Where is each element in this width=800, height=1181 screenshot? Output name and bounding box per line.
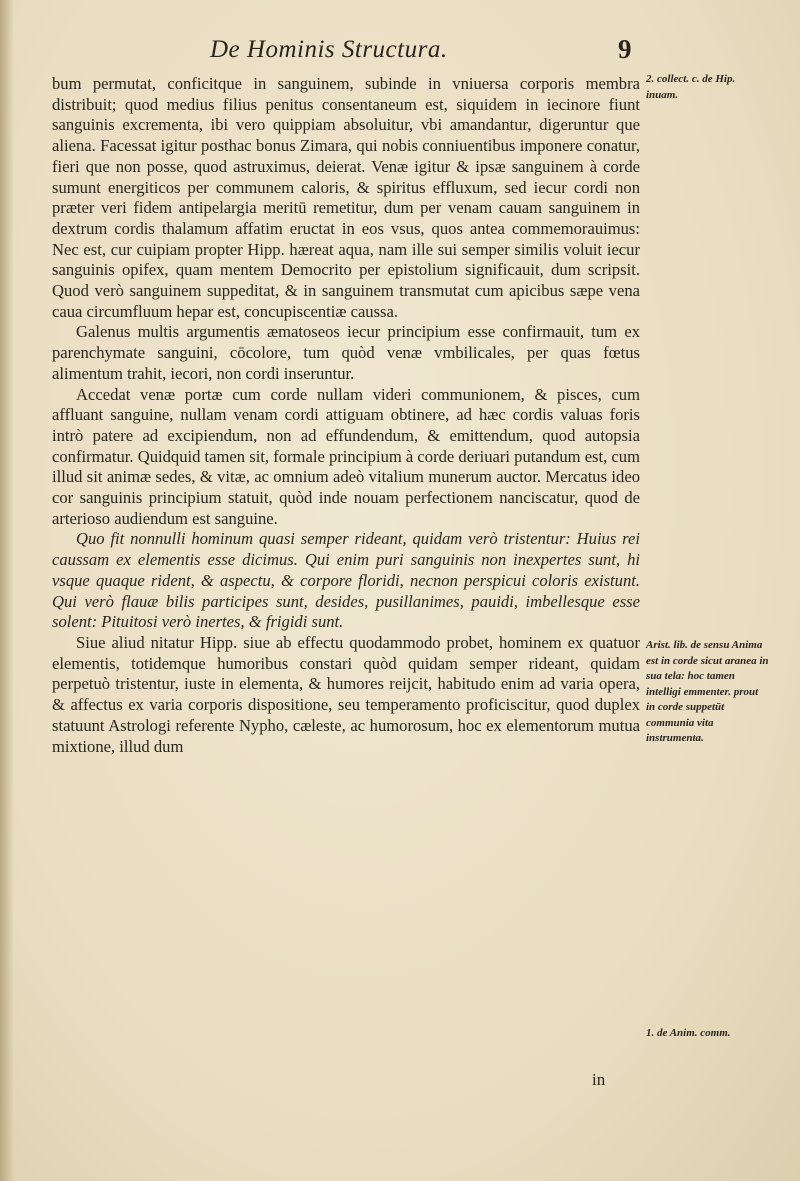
main-text-block (52, 74, 640, 757)
margin-note-2: Arist. lib. de sensu Anima est in corde sicut aranea in sua tela: hoc tamen intelligi emmenter. prout in corde suppetūt communia vita instrumenta. (646, 639, 769, 744)
paragraph-4-italic: Quo fit nonnulli hominum quasi semper rideant, quidam verò tristentur: Huius rei caussam ex elementis esse dicimus. Qui enim puri sanguinis non inexpertes sunt, hi vsque quaque rident, & aspectu, & corpore floridi, necnon perspicui coloris existunt. Qui verò flauæ bilis participes sunt, desides, pusillanimes, pauidi, imbellesque esse solent: Pituitosi verò inertes, & frigidi sunt. (52, 529, 640, 632)
page-number: 9 (618, 34, 632, 64)
running-title: De Hominis Structura. (210, 36, 448, 63)
page-header (210, 36, 630, 70)
paragraph-1: bum permutat, conficitque in sanguinem, subinde in vniuersa corporis membra distribuit; quod medius filius penitus consentaneum est, siquidem in iecinore fiunt sanguinis excrementa, ibi vero quippiam absoluitur, vbi amandantur, digeruntur que aliena. Facessat igitur posthac bonus Zimara, qui nobis conniuentibus imponere conatur, fieri que non posse, quod astruximus, deierat. Venæ igitur & ipsæ sanguinem à corde sumunt energiticos per communem caloris, & spiritus effluxum, sed iecur cordi non præter veri fidem antipelargia meritū remetitur, dum per venam cauam sanguinem in dextrum cordis thalamum affatim eructat in eos vsus, quos antea commemorauimus: Nec est, cur cuipiam propter Hipp. hæreat aqua, nam ille sui semper similis voluit iecur sanguinis opifex, quam mentem Democrito per epistolium significauit, dum scripsit. Quod verò sanguinem suppeditat, & in sanguinem transmutat cum apicibus sæpe vena caua circumfluum hepar est, concupiscentiæ caussa. (52, 74, 640, 321)
margin-note-1: 2. collect. c. de Hip. inuam. (646, 73, 736, 101)
catchword: in (592, 1070, 606, 1089)
paragraph-5: Siue aliud nitatur Hipp. siue ab effectu quodammodo probet, hominem ex quatuor elementis, totidemque humoribus constari quòd quidam semper rideant, quidam perpetuò tristentur, iuste in elementa, & humores reijcit, habitudo enim ad varia opera, & affectus ex varia corporis dispositione, seu temperamento proficiscitur, quod duplex statuunt Astrologi referente Nypho, cæleste, ac humorosum, hoc ex elementorum mutua mixtione, illud dum (52, 632, 640, 756)
margin-note-3: 1. de Anim. comm. (646, 1027, 731, 1039)
paragraph-3: Accedat venæ portæ cum corde nullam videri communionem, & pisces, cum affluant sanguine, nullam venam cordi attiguam obtinere, ad hæc cordis valuas foris intrò patere ad excipiendum, non ad effundendum, & emittendum, quod autopsia confirmatur. Quidquid tamen sit, formale principium à corde deriuari putandum est, cum illud sit animæ sedes, & vitæ, ac omnium adeò vitalium munerum auctor. Mercatus ideo cor sanguinis principium statuit, quòd inde nouam perfectionem nanciscatur, quod de arterioso audiendum est sanguine. (52, 384, 640, 528)
page-spine-shadow (0, 0, 14, 1181)
paragraph-2: Galenus multis argumentis æmatoseos iecur principium esse confirmauit, tum ex parenchymate sanguini, cōcolore, tum quòd venæ vmbilicales, per quas fœtus alimentum trahit, iecori, non cordi inseruntur. (52, 322, 640, 383)
